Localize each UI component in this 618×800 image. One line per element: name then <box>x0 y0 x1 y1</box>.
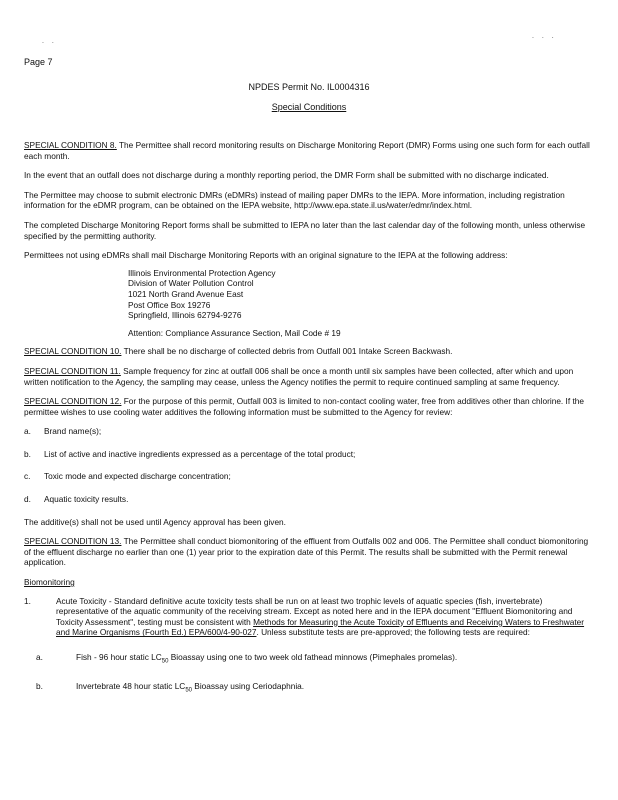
condition-label: SPECIAL CONDITION 11. <box>24 365 121 376</box>
condition-label: SPECIAL CONDITION 12. <box>24 396 122 407</box>
condition-text: Sample frequency for zinc at outfall 006 shall be once a month until six samples have been collected, after which and upon written notification to the Agency, the sampling may cease, unless the Agency notifies the permit to require continued sampling at same frequency. <box>24 365 574 387</box>
sub-letter: a. <box>36 652 43 662</box>
section-title: Special Conditions <box>271 102 347 112</box>
list-text: Toxic mode and expected discharge concentration; <box>44 471 231 482</box>
mailing-address <box>128 268 592 339</box>
address-line: Post Office Box 19276 <box>128 299 211 310</box>
page-number: Page 7 <box>24 57 53 67</box>
sub-text-suffix: Bioassay using Ceriodaphnia. <box>192 681 305 692</box>
item-text <box>56 596 592 638</box>
condition-label: SPECIAL CONDITION 10. <box>24 346 122 357</box>
sub-text-subscript: 50 <box>185 687 192 694</box>
paragraph-mail: Permittees not using eDMRs shall mail Discharge Monitoring Reports with an original signature to the IEPA at the following address: <box>24 250 508 261</box>
condition-label: SPECIAL CONDITION 13. <box>24 536 122 547</box>
address-line: 1021 North Grand Avenue East <box>128 288 244 299</box>
address-line: Springfield, Illinois 62794-9276 <box>128 310 242 321</box>
list-letter: d. <box>24 494 31 505</box>
list-item <box>24 494 592 505</box>
list-item <box>24 426 592 437</box>
sub-text <box>76 681 304 696</box>
list-letter: c. <box>24 471 31 482</box>
special-condition-10 <box>24 346 592 357</box>
paragraph-deadline: The completed Discharge Monitoring Report forms shall be submitted to IEPA no later than the last calendar day of the following month, unless otherwise specified by the permitting authority. <box>24 219 586 241</box>
method-reference: Methods for Measuring the Acute Toxicity of Effluents and Receiving Waters to Freshwater and Marine Organisms (Fourth Ed.) EPA/600/4-90-027 <box>56 616 585 638</box>
list-item <box>24 449 592 460</box>
sub-item <box>36 681 592 696</box>
sub-item <box>36 652 592 667</box>
sub-text-subscript: 50 <box>161 658 169 665</box>
address-line: Illinois Environmental Protection Agency <box>128 267 276 278</box>
sub-text-prefix: Invertebrate 48 hour static LC <box>76 681 186 692</box>
sub-text-suffix: Bioassay using one to two week old fathead minnows (Pimephales promelas). <box>168 652 458 662</box>
sub-text-prefix: Fish - 96 hour static LC <box>76 652 162 662</box>
special-condition-8 <box>24 140 592 161</box>
document-body <box>24 140 592 697</box>
corner-mark-right: . . . <box>532 33 557 40</box>
permit-number: NPDES Permit No. IL0004316 <box>248 82 370 92</box>
item-text-b: . Unless substitute tests are pre-approved; the following tests are required: <box>256 627 530 638</box>
condition-text: The Permittee shall conduct biomonitoring of the effluent from Outfalls 002 and 006. The Permittee shall conduct biomonitoring of the effluent discharge no earlier than one (1) year prior to the expiration date of this Permit. The results shall be submitted with the Permit renewal application. <box>24 536 589 568</box>
list-text: List of active and inactive ingredients expressed as a percentage of the total product; <box>44 448 356 459</box>
paragraph-additive: The additive(s) shall not be used until Agency approval has been given. <box>24 516 286 527</box>
address-attention: Attention: Compliance Assurance Section, Mail Code # 19 <box>128 327 341 338</box>
corner-mark-left: . . <box>42 38 57 45</box>
condition-text: There shall be no discharge of collected debris from Outfall 001 Intake Screen Backwash. <box>121 346 453 357</box>
paragraph-edmr: The Permittee may choose to submit electronic DMRs (eDMRs) instead of mailing paper DMRs to the IEPA. More information, including registration information for the eDMR program, can be obtained on the IEPA website, http://www.epa.state.il.us/water/edmr/index.html. <box>24 189 565 211</box>
condition-label: SPECIAL CONDITION 8. <box>24 140 117 150</box>
paragraph-no-discharge: In the event that an outfall does not discharge during a monthly reporting period, the DMR Form shall be submitted with no discharge indicated. <box>24 170 549 181</box>
biomonitoring-heading: Biomonitoring <box>24 577 75 588</box>
special-condition-11 <box>24 366 592 387</box>
condition-text: The Permittee shall record monitoring results on Discharge Monitoring Report (DMR) Forms using one such form for each outfall each month. <box>24 140 590 161</box>
list-letter: a. <box>24 426 31 437</box>
condition-text: For the purpose of this permit, Outfall 003 is limited to non-contact cooling water, free from additives other than chlorine. If the permittee wishes to use cooling water additives the following information must be submitted to the Agency for review: <box>24 396 584 417</box>
special-condition-12 <box>24 396 592 417</box>
special-condition-13 <box>24 536 592 568</box>
list-text: Brand name(s); <box>44 426 102 437</box>
item-text-a: Acute Toxicity - Standard definitive acute toxicity tests shall be run on at least two trophic levels of aquatic species (fish, invertebrate) representative of the aquatic community of the receiving stream. Except as noted here and in the IEPA document "Effluent Biomonitoring and Toxicity Assessment", testing must be consistent with <box>56 595 573 627</box>
item-number: 1. <box>24 595 31 606</box>
sub-text <box>76 652 457 667</box>
address-line: Division of Water Pollution Control <box>128 278 254 289</box>
list-letter: b. <box>24 448 31 459</box>
list-item <box>24 471 592 482</box>
sub-letter: b. <box>36 681 43 692</box>
list-text: Aquatic toxicity results. <box>44 494 129 505</box>
numbered-item-1 <box>24 596 592 638</box>
